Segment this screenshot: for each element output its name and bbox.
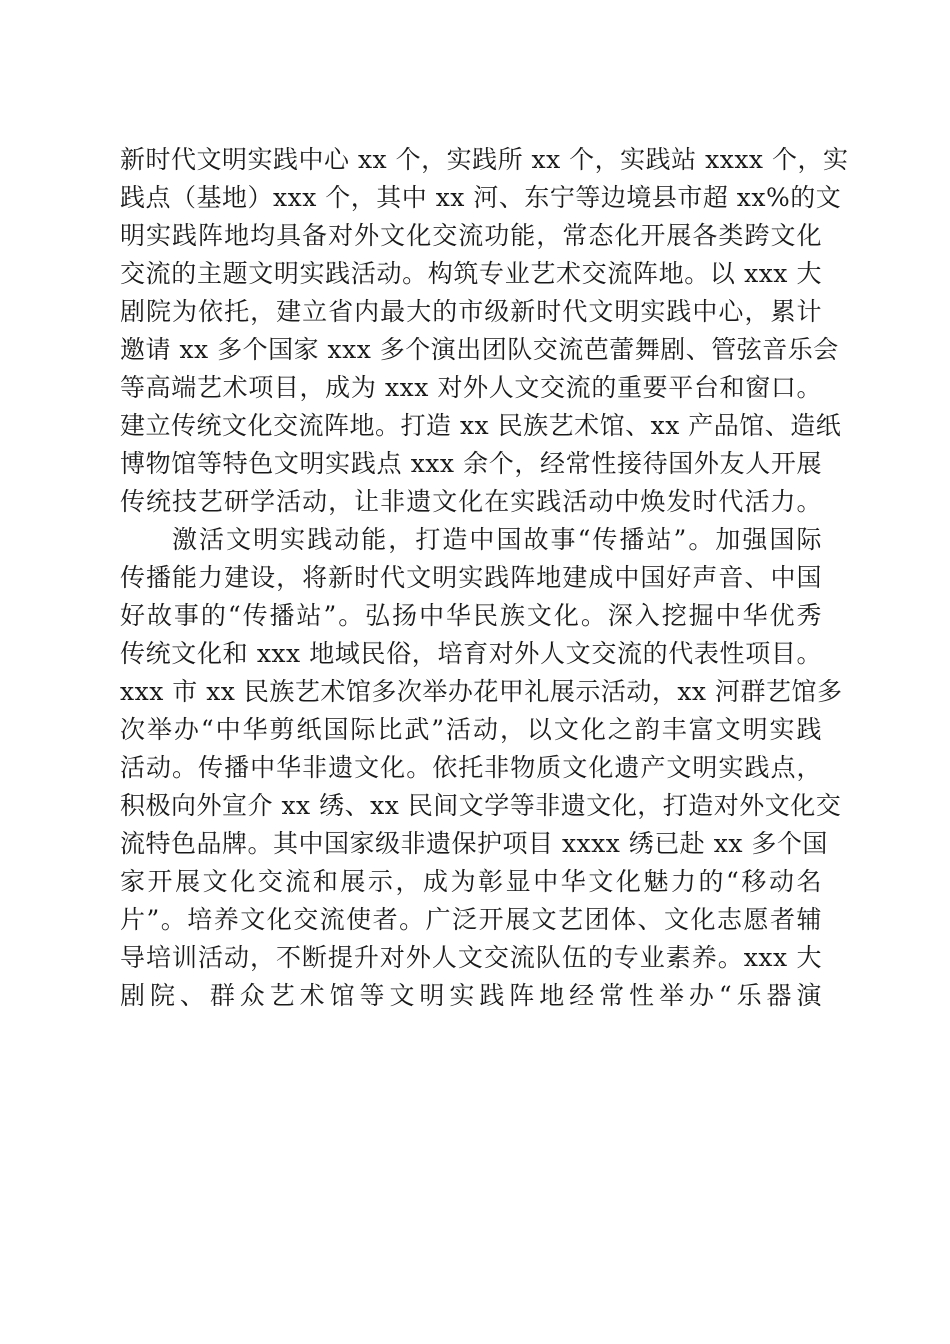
text-line-indented: 激活文明实践动能，打造中国故事“传播站”。加强国际 <box>172 525 822 554</box>
paragraph-2 <box>120 521 843 1015</box>
text-line: 家开展文化交流和展示，成为彰显中华文化魅力的“移动名 <box>120 867 822 896</box>
text-line: 建立传统文化交流阵地。打造 xx 民族艺术馆、xx 产品馆、造纸 <box>120 411 842 440</box>
text-line: 次举办“中华剪纸国际比武”活动，以文化之韵丰富文明实践 <box>120 715 822 744</box>
text-line: 剧院为依托，建立省内最大的市级新时代文明实践中心，累计 <box>120 297 822 326</box>
text-line: 片”。培养文化交流使者。广泛开展文艺团体、文化志愿者辅 <box>120 905 822 934</box>
paragraph-1 <box>120 141 849 521</box>
text-line: 践点（基地）xxx 个，其中 xx 河、东宁等边境县市超 xx%的文 <box>120 183 842 212</box>
text-line: 好故事的“传播站”。弘扬中华民族文化。深入挖掘中华优秀 <box>120 601 822 630</box>
text-line: 博物馆等特色文明实践点 xxx 余个，经常性接待国外友人开展 <box>120 449 822 478</box>
document-body <box>120 141 849 1015</box>
text-line: xxx 市 xx 民族艺术馆多次举办花甲礼展示活动，xx 河群艺馆多 <box>120 677 843 706</box>
text-line: 传统技艺研学活动，让非遗文化在实践活动中焕发时代活力。 <box>120 487 822 516</box>
text-line: 剧院、群众艺术馆等文明实践阵地经常性举办“乐器演 <box>120 981 822 1010</box>
text-line: 邀请 xx 多个国家 xxx 多个演出团队交流芭蕾舞剧、管弦音乐会 <box>120 335 839 364</box>
text-line: 传统文化和 xxx 地域民俗，培育对外人文交流的代表性项目。 <box>120 639 822 668</box>
text-line: 传播能力建设，将新时代文明实践阵地建成中国好声音、中国 <box>120 563 822 592</box>
text-line: 流特色品牌。其中国家级非遗保护项目 xxxx 绣已赴 xx 多个国 <box>120 829 828 858</box>
text-line: 积极向外宣介 xx 绣、xx 民间文学等非遗文化，打造对外文化交 <box>120 791 842 820</box>
text-line: 等高端艺术项目，成为 xxx 对外人文交流的重要平台和窗口。 <box>120 373 822 402</box>
text-line: 明实践阵地均具备对外文化交流功能，常态化开展各类跨文化 <box>120 221 822 250</box>
text-line: 新时代文明实践中心 xx 个，实践所 xx 个，实践站 xxxx 个，实 <box>120 145 849 174</box>
text-line: 导培训活动，不断提升对外人文交流队伍的专业素养。xxx 大 <box>120 943 822 972</box>
text-line: 活动。传播中华非遗文化。依托非物质文化遗产文明实践点， <box>120 753 822 782</box>
text-line: 交流的主题文明实践活动。构筑专业艺术交流阵地。以 xxx 大 <box>120 259 822 288</box>
